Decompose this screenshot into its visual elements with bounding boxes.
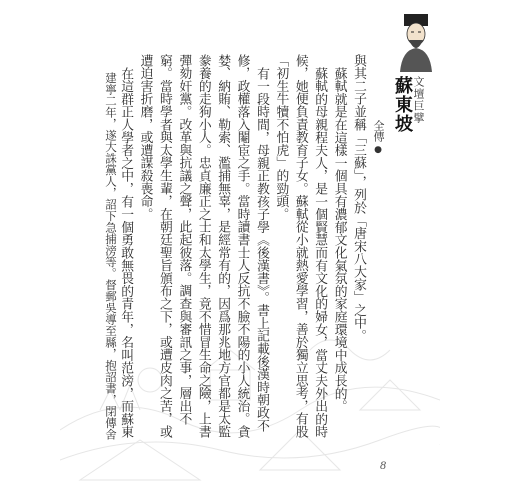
paragraph: 蘇軾的母親程夫人，是一個賢慧而有文化的婦女，當丈夫外出的時候，她便負責教育子女。蘇軾從小就熱愛學習，善於獨立思考，有股「初生牛犢不怕虎」的勁頭。 <box>273 54 328 438</box>
book-subtitle: 全傳 ● <box>370 120 386 155</box>
paragraph: 在這群正人學者之中，有一個勇敢無畏的青年，名叫范滂，而蘇東 <box>118 66 134 438</box>
body-text <box>116 54 368 450</box>
page-number: 8 <box>380 458 386 472</box>
book-title: 蘇東坡 <box>392 76 413 133</box>
quoted-passage: 建寧二年，遂大誅黨人，詔下急捕滂等。督郵吳導至縣，抱詔書，閉傳舍 <box>104 72 118 440</box>
paragraph: 與其二子並稱「三蘇」，列於「唐宋八大家」之中。 <box>351 54 366 342</box>
paragraph: 蘇軾就是在這樣一個具有濃郁文化氣氛的家庭環境中成長的。 <box>331 66 347 413</box>
portrait-icon <box>396 12 436 72</box>
series-title: 文壇巨擘 <box>412 76 425 124</box>
paragraph: 有一段時間，母親正教孩子學《後漢書》。書上記載後漢時朝政不修，政權落入閹宦之手。當時讀書士人反抗不臉不陽的小人統治。貪婪、納賄、勒索、濫捕無辜，是經常有的，因爲那兆地方官都是太監豢養的走狗小人。忠貞廉正之士和太學生，竟不惜冒生命之險，上書彈劾奸黨。改革與抗議之聲，此起彼落。調查與審訊之事，層出不窮。當時學者與太學生輩，在朝廷聖旨頒布之下，或遭皮肉之苦，或遭迫害折磨，或遭謀殺喪命。 <box>137 54 269 438</box>
